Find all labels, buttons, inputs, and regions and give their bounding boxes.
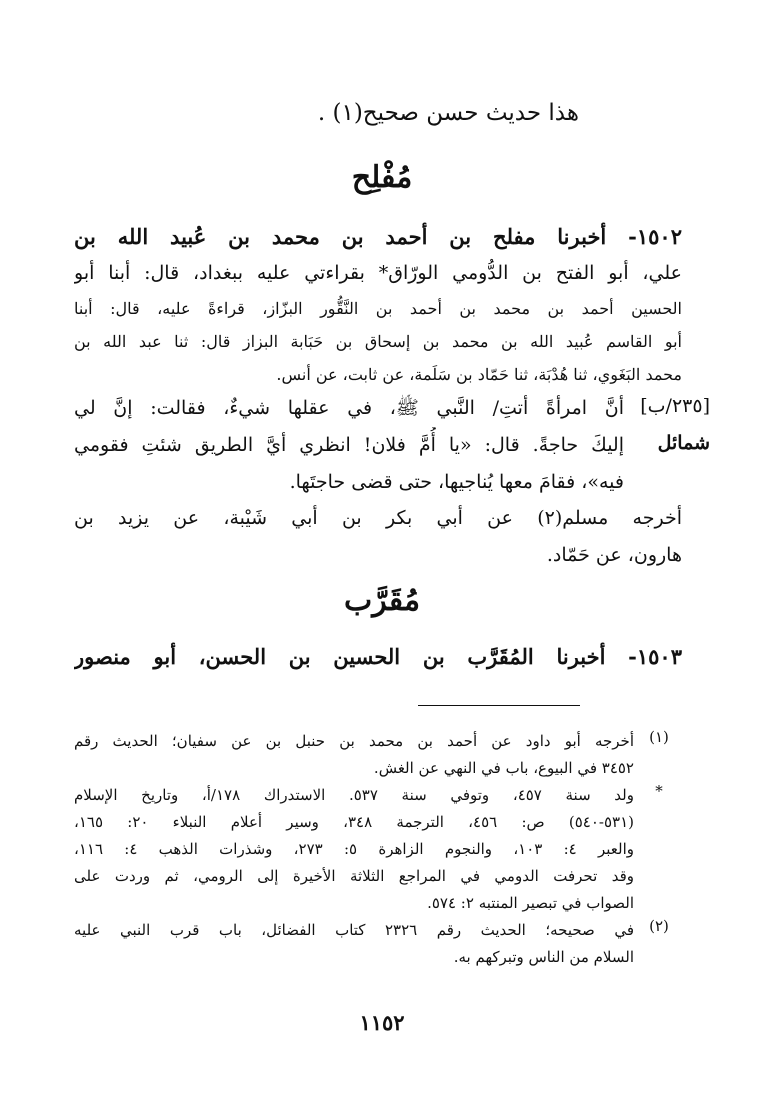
matn-line: فيه»، فقامَ معها يُناجيها، حتى قضى حاجتَها. [289,471,624,493]
footnote-line: في صحيحه؛ الحديث رقم ٢٣٢٦ كتاب الفضائل، باب قرب النبي عليه [74,921,634,939]
takhrij-line: هارون، عن حَمّاد. [546,544,682,566]
footnote-line: السلام من الناس وتبركهم به. [453,948,634,966]
footnote-line: وقد تحرفت الدومي في المراجع الثلاثة الأخيرة إلى الرومي، ثم وردت على [74,867,634,885]
hadith-line: ١٥٠٢- أخبرنا مفلح بن أحمد بن محمد بن عُبيد الله بن [74,224,682,249]
hadith-line: علي، أبو الفتح بن الدُّومي الورّاق* بقراءتي عليه ببغداد، قال: أبنا أبو [74,262,682,284]
footnotes [74,728,674,971]
footnote-line: ٣٤٥٢ في البيوع، باب في النهي عن الغش. [373,759,634,777]
footnote-2 [74,917,674,971]
intro-line: هذا حديث حسن صحيح(١) . [317,100,579,126]
hadith-line: محمد البَغَوي، ثنا هُدْبَة، ثنا حَمّاد بن سَلَمة، عن ثابت، عن أنس. [276,365,682,384]
matn-line: أنَّ امرأةً أتتِ/ النَّبي ﷺ، في عقلها شيءٌ، فقالت: إنَّ لي [74,397,624,419]
margin-note-shamail: شمائل [657,432,710,454]
page-number: ١١٥٢ [359,1010,405,1035]
hadith-1502 [74,218,682,391]
hadith-line: أبو القاسم عُبيد الله بن محمد بن إسحاق بن حَبَابة البزاز قال: ثنا عبد الله بن [74,332,682,351]
hadith-1503 [74,638,682,675]
footnote-line: ولد سنة ٤٥٧، وتوفي سنة ٥٣٧. الاستدراك ١٧٨/أ، وتاريخ الإسلام [74,786,634,804]
takhrij [74,500,682,574]
matn-line: إليكَ حاجةً. قال: «يا أُمَّ فلان! انظري أيَّ الطريق شئتِ فقومي [74,434,624,456]
section-heading-mufleh: مُفْلِح [351,160,413,195]
footnote-marker: (١) [649,728,669,746]
takhrij-line: أخرجه مسلم(٢) عن أبي بكر بن أبي شَيْبة، عن يزيد بن [74,507,682,529]
footnote-line: الصواب في تبصير المنتبه ٢: ٥٧٤. [427,894,634,912]
footnote-asterisk [74,782,674,917]
hadith-line: الحسين أحمد بن محمد بن أحمد بن النَّقُّور البزّاز، قراءةً عليه، قال: أبنا [74,299,682,318]
footnote-separator [418,705,580,706]
footnote-line: (٥٣١-٥٤٠) ص: ٤٥٦، الترجمة ٣٤٨، وسير أعلام النبلاء ٢٠: ١٦٥، [74,813,634,831]
section-heading-muqarrab: مُقَرَّب [343,583,421,618]
footnote-marker: * [655,782,663,800]
footnote-line: والعبر ٤: ١٠٣، والنجوم الزاهرة ٥: ٢٧٣، وشذرات الذهب ٤: ١١٦، [74,840,634,858]
margin-note-manuscript-folio: [٢٣٥/ب] [640,395,710,417]
footnote-marker: (٢) [649,917,669,935]
hadith-line: ١٥٠٣- أخبرنا المُقَرَّب بن الحسين بن الحسن، أبو منصور [74,644,682,669]
footnote-1 [74,728,674,782]
footnote-line: أخرجه أبو داود عن أحمد بن محمد بن حنبل بن عن سفيان؛ الحديث رقم [74,732,634,750]
hadith-matn [74,390,624,501]
